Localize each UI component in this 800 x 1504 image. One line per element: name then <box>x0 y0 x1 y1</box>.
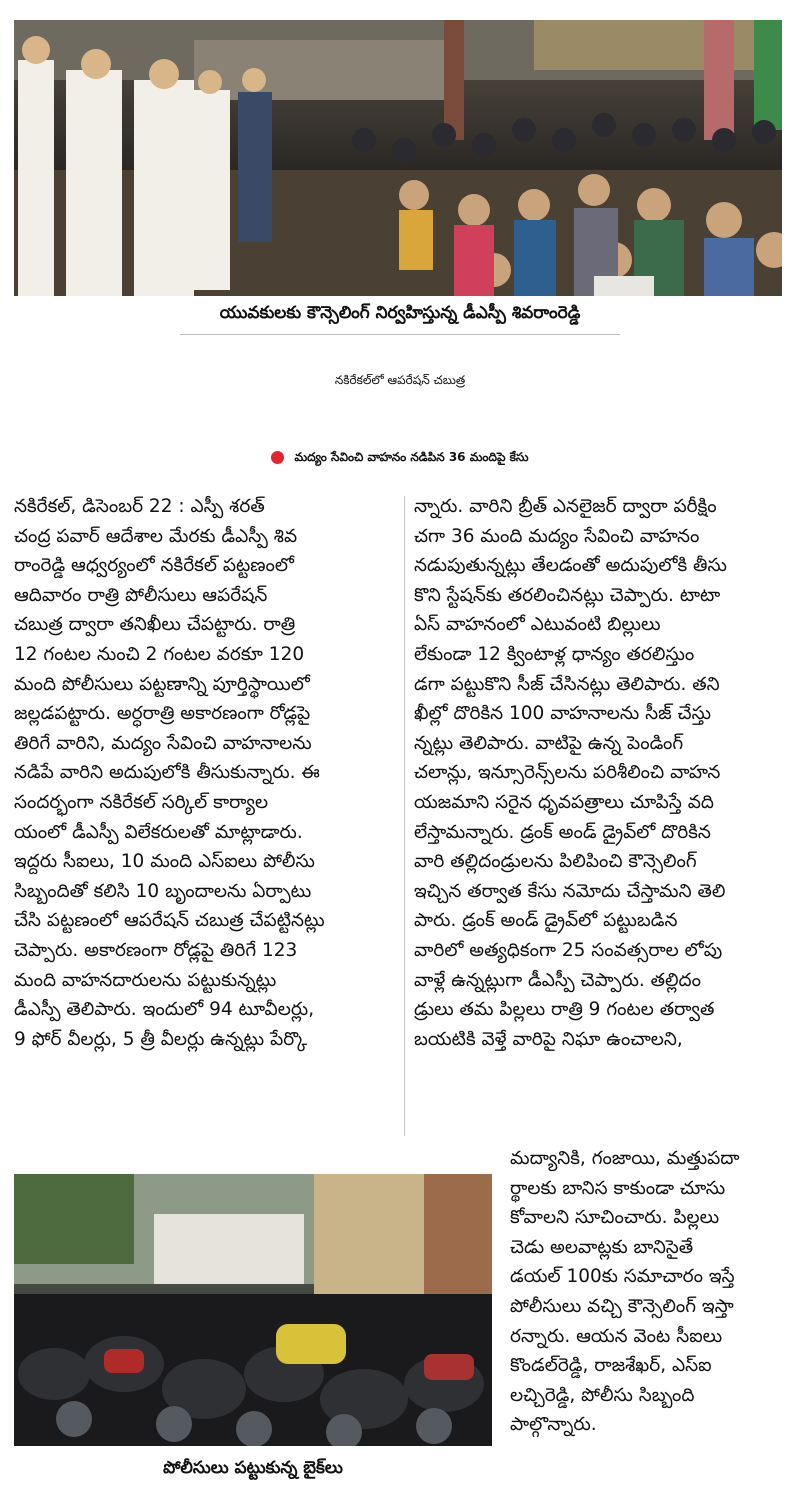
article-line: 9 ఫోర్ వీలర్లు, 5 త్రీ వీలర్లు ఉన్నట్లు పేర్కొ <box>14 1028 308 1050</box>
bottom-photo <box>14 1174 492 1446</box>
article-line: 12 గంటల నుంచి 2 గంటల వరకూ 120 <box>14 643 305 665</box>
article-line: కోవాలని సూచించారు. పిల్లలు <box>510 1207 720 1229</box>
column-divider <box>404 496 405 1136</box>
article-line: న్నారు. వారిని బ్రీత్ ఎనలైజర్ ద్వారా పరీక్షిం <box>414 496 717 517</box>
article-line: ఆదివారం రాత్రి పోలీసులు ఆపరేషన్ <box>14 584 268 606</box>
article-line: పాల్గొన్నారు. <box>510 1414 597 1436</box>
top-photo <box>14 20 782 296</box>
article-column-right-continued <box>510 1144 786 1440</box>
subheadline-text: మద్యం సేవించి వాహనం నడిపిన 36 మందిపై కేసు <box>294 450 529 464</box>
bottom-photo-caption: పోలీసులు పట్టుకున్న బైక్‌లు <box>163 1458 343 1478</box>
article-line: తిరిగే వారిని, మద్యం సేవించి వాహనాలను <box>14 732 312 754</box>
article-line: నడుపుతున్నట్లు తేలడంతో అదుపులోకి తీసు <box>414 555 727 577</box>
article-line: ఇద్దరు సీఐలు, 10 మంది ఎస్ఐలు పోలీసు <box>14 851 315 873</box>
article-line: డయల్ 100కు సమాచారం ఇస్తే <box>510 1266 735 1288</box>
article-line: లచ్చిరెడ్డి, పోలీసు సిబ్బంది <box>510 1384 695 1406</box>
article-line: లేకుండా 12 క్వింటాళ్ల ధాన్యం తరలిస్తుం <box>414 643 695 665</box>
article-line: మంది పోలీసులు పట్టణాన్ని పూర్తిస్థాయిలో <box>14 673 310 695</box>
article-line: పోలీసులు వచ్చి కౌన్సెలింగ్ ఇస్తా <box>510 1295 734 1317</box>
article-line: ఏస్ వాహనంలో ఎటువంటి బిల్లులు <box>414 614 661 636</box>
article-line: డ్రులు తమ పిల్లలు రాత్రి 9 గంటల తర్వాత <box>414 999 715 1021</box>
article-line: చలాన్లు, ఇన్సూరెన్స్‌లను పరిశీలించి వాహన <box>414 762 721 784</box>
top-photo-caption: యువకులకు కౌన్సెలింగ్ నిర్వహిస్తున్న డీఎస్పీ శివరాంరెడ్డి <box>219 303 581 323</box>
article-column-right <box>414 492 786 1054</box>
article-line: కొని స్టేషన్‌కు తరలించినట్లు చెప్పారు. టాటా <box>414 584 721 606</box>
article-line: చేసి పట్టణంలో ఆపరేషన్ చబుత్ర చేపట్టినట్లు <box>14 910 325 932</box>
article-line: రన్నారు. ఆయన వెంట సీఐలు <box>510 1325 723 1347</box>
article-line: వారిలో అత్యధికంగా 25 సంవత్సరాల లోపు <box>414 939 723 961</box>
article-line: నడిపే వారిని అదుపులోకి తీసుకున్నారు. ఈ <box>14 762 320 784</box>
article-line: నకిరేకల్, డిసెంబర్ 22 : ఎస్పీ శరత్ <box>14 496 265 517</box>
article-line: డీఎస్పీ తెలిపారు. ఇందులో 94 టూవీలర్లు, <box>14 999 315 1021</box>
article-line: డగా పట్టుకొని సీజ్ చేసినట్లు తెలిపారు. తని <box>414 673 720 695</box>
article-line: చెడు అలవాట్లకు బానిసైతే <box>510 1236 694 1258</box>
article-line: న్నట్లు తెలిపారు. వాటిపై ఉన్న పెండింగ్ <box>414 732 684 754</box>
article-line: సిబ్బందితో కలిసి 10 బృందాలను ఏర్పాటు <box>14 880 312 902</box>
bullet-dot-icon <box>271 451 284 464</box>
caption-divider <box>180 334 620 335</box>
article-line: చగా 36 మంది మద్యం సేవించి వాహనం <box>414 525 700 547</box>
article-line: వారి తల్లిదండ్రులను పిలిపించి కౌన్సెలింగ్ <box>414 851 697 873</box>
article-line: మద్యానికి, గంజాయి, మత్తుపదా <box>510 1148 740 1169</box>
article-line: ఇచ్చిన తర్వాత కేసు నమోదు చేస్తామని తెలి <box>414 880 726 902</box>
article-line: మంది వాహనదారులను పట్టుకున్నట్లు <box>14 969 277 991</box>
article-line: చబుత్ర ద్వారా తనిఖీలు చేపట్టారు. రాత్రి <box>14 614 296 636</box>
article-line: వాళ్లే ఉన్నట్లుగా డీఎస్పీ చెప్పారు. తల్లిదం <box>414 969 701 991</box>
article-line: యంలో డీఎస్పీ విలేకరులతో మాట్లాడారు. <box>14 821 303 843</box>
subheadline <box>0 450 800 467</box>
article-line: చంద్ర పవార్ ఆదేశాల మేరకు డీఎస్పీ శివ <box>14 525 298 547</box>
article-line: బయటికి వెళ్తే వారిపై నిఘా ఉంచాలని, <box>414 1028 683 1050</box>
article-line: పారు. డ్రంక్ అండ్ డ్రైవ్‌లో పట్టుబడిన <box>414 910 678 932</box>
article-line: జల్లడపట్టారు. అర్ధరాత్రి అకారణంగా రోడ్లపై <box>14 703 311 725</box>
article-line: సందర్భంగా నకిరేకల్ సర్కిల్ కార్యాల <box>14 791 269 813</box>
article-line: రాంరెడ్డి ఆధ్వర్యంలో నకిరేకల్ పట్టణంలో <box>14 555 294 577</box>
counselling-scene-image <box>14 20 782 296</box>
article-line: యజమాని సరైన ధృవపత్రాలు చూపిస్తే వది <box>414 791 714 813</box>
article-line: ఖీల్లో దొరికిన 100 వాహనాలను సీజ్ చేస్తు <box>414 703 712 725</box>
article-line: లేస్తామన్నారు. డ్రంక్ అండ్ డ్రైవ్‌లో దొరికిన <box>414 821 711 843</box>
article-line: కొండల్‌రెడ్డి, రాజశేఖర్, ఎస్ఐ <box>510 1355 712 1377</box>
article-line: చెప్పారు. అకారణంగా రోడ్లపై తిరిగే 123 <box>14 939 298 961</box>
headline: నకిరేకల్‌లో ఆపరేషన్ చబుత్ర <box>334 373 466 387</box>
seized-bikes-image <box>14 1174 492 1446</box>
article-column-left <box>14 492 396 1054</box>
article-line: ర్థాలకు బానిస కాకుండా చూసు <box>510 1177 726 1199</box>
